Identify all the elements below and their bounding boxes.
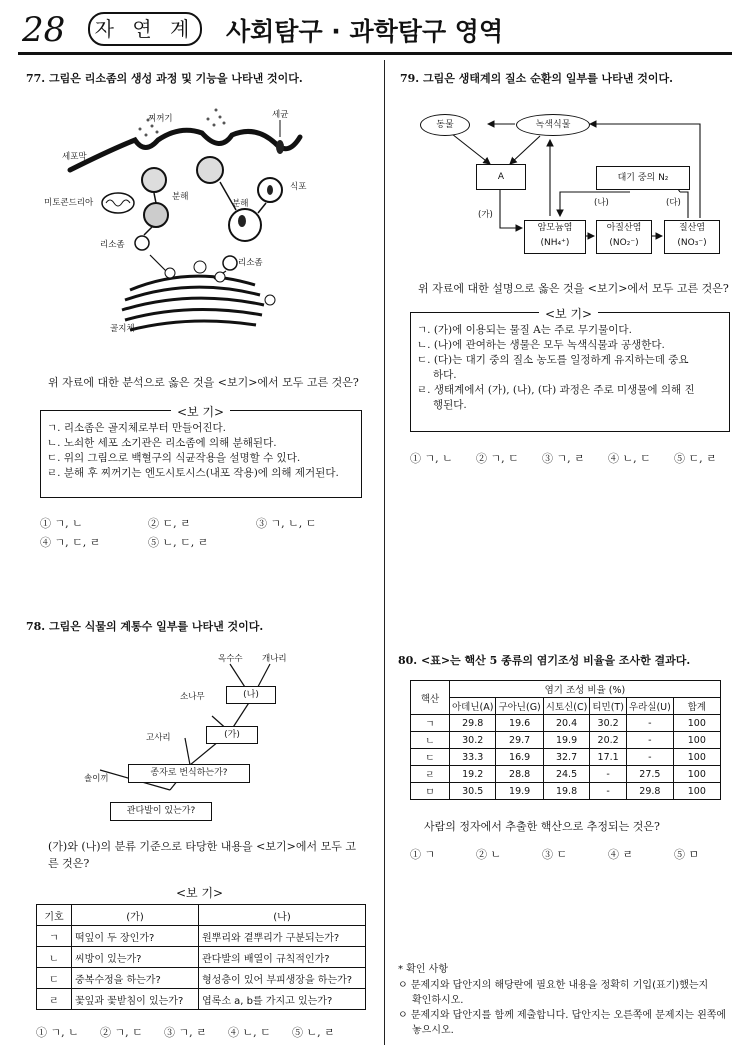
q80-col-head: 합계 [673,698,720,715]
q77-label-bacteria: 세균 [272,110,289,120]
q77-lysosome-figure [30,95,350,340]
q80-group-head: 염기 조성 비율 (%) [450,681,721,698]
q79-choice-5[interactable]: ⑤ ㄷ, ㄹ [674,452,717,465]
q80-col-head: 구아닌(G) [496,698,543,715]
notice-line: ㅇ 문제지와 답안지의 해당란에 필요한 내용을 정확히 기입(표기)했는지 [398,980,709,991]
q79-choice-1[interactable]: ① ㄱ, ㄴ [410,452,453,465]
q80-cell: 27.5 [626,766,673,783]
q78-choice-5[interactable]: ⑤ ㄴ, ㄹ [292,1026,335,1039]
notice-block [398,978,738,1038]
q78-cell: ㄱ [37,926,72,947]
q80-cell: 29.7 [496,732,543,749]
q80-cell: ㄴ [411,732,450,749]
q80-cell: 100 [673,732,720,749]
q80-cell: 19.6 [496,715,543,732]
q80-col-head: 시토신(C) [543,698,590,715]
q80-cell: - [626,732,673,749]
q78-choice-3[interactable]: ③ ㄱ, ㄹ [164,1026,207,1039]
q77-label-golgi: 골지체 [110,324,135,334]
q78-label-moss: 솔이끼 [84,774,109,784]
q80-cell: 17.1 [590,749,627,766]
table-row [411,732,721,749]
q79-nitrite-formula: (NO₂⁻) [609,238,639,248]
q78-cell: 형성층이 있어 부피생장을 하는가? [199,968,366,989]
q77-item: ㄴ. 노쇠한 세포 소기관은 리소좀에 의해 분해된다. [47,437,277,449]
q79-nitrite-name: 아질산염 [606,223,642,233]
table-row [411,715,721,732]
q80-cell: 100 [673,766,720,783]
table-row [411,749,721,766]
q77-label-membrane: 세포막 [62,152,87,162]
q80-cell: 100 [673,749,720,766]
q77-item: ㄱ. 리소좀은 골지체로부터 만들어진다. [47,422,226,434]
q78-cell: 꽃잎과 꽃받침이 있는가? [72,989,199,1010]
q78-node-ga: (가) [206,726,258,744]
q77-label-digest2: 분해 [232,199,249,209]
q79-item: 행된다. [433,399,467,411]
table-row [37,947,366,968]
q79-node-n2: 대기 중의 N₂ [596,166,690,190]
q80-cell: 30.5 [450,783,496,800]
q78-head-ga: (가) [72,905,199,926]
column-divider [384,60,385,1045]
page-number: 28 [22,10,66,50]
q79-item: ㄹ. 생태계에서 (가), (나), (다) 과정은 주로 미생물에 의해 진 [417,384,695,396]
q80-col-head: 우라실(U) [626,698,673,715]
q79-question [400,70,673,86]
q80-cell: - [626,715,673,732]
q79-label-ga: (가) [478,210,493,220]
q80-cell: 29.8 [626,783,673,800]
q80-cell: 24.5 [543,766,590,783]
q80-cell: ㄱ [411,715,450,732]
q78-cell: 원뿌리와 곁뿌리가 구분되는가? [199,926,366,947]
q77-label-phago: 식포 [290,182,307,192]
table-row [37,926,366,947]
q80-cell: 30.2 [450,732,496,749]
q80-cell: 16.9 [496,749,543,766]
q80-cell: - [590,766,627,783]
q78-bogi-table [36,904,366,1010]
q77-item: ㄷ. 위의 그림으로 백혈구의 식균작용을 설명할 수 있다. [47,452,301,464]
q80-choice-2[interactable]: ② ㄴ [476,848,502,861]
q77-number: 77. [26,72,46,85]
q79-label-na: (나) [594,198,609,208]
table-row [411,783,721,800]
notice-line: 놓으시오. [412,1025,454,1036]
q78-number: 78. [26,620,46,633]
q77-question [26,70,303,86]
notice-title: * 확인 사항 [398,964,448,975]
q78-node-seed: 종자로 번식하는가? [128,764,250,783]
q77-stem: 위 자료에 대한 분석으로 옳은 것을 <보기>에서 모두 고른 것은? [48,376,359,389]
q79-item: 하다. [433,369,457,381]
q79-nitrate-formula: (NO₃⁻) [677,238,707,248]
q80-cell: 28.8 [496,766,543,783]
q77-choice-5[interactable]: ⑤ ㄴ, ㄷ, ㄹ [148,536,209,549]
q77-label-digest1: 분해 [172,192,189,202]
q79-choice-4[interactable]: ④ ㄴ, ㄷ [608,452,651,465]
q80-question [398,652,690,668]
q79-node-nitrite [596,220,652,254]
q79-choice-2[interactable]: ② ㄱ, ㄷ [476,452,519,465]
q80-cell: ㄹ [411,766,450,783]
q78-cell: ㄴ [37,947,72,968]
q80-cell: 19.9 [496,783,543,800]
q78-cell: 씨방이 있는가? [72,947,199,968]
q80-cell: 29.8 [450,715,496,732]
q79-item: ㄱ. (가)에 이용되는 물질 A는 주로 무기물이다. [417,324,632,336]
q77-item: ㄹ. 분해 후 찌꺼기는 엔도시토시스(내포 작용)에 의해 제거된다. [47,467,339,479]
table-row [411,766,721,783]
q77-bogi-box [40,405,362,498]
q78-choice-4[interactable]: ④ ㄴ, ㄷ [228,1026,271,1039]
q80-cell: 20.4 [543,715,590,732]
q80-col-head: 티민(T) [590,698,627,715]
q80-cell: ㄷ [411,749,450,766]
q80-choice-5[interactable]: ⑤ ㅁ [674,848,700,861]
q78-choice-2[interactable]: ② ㄱ, ㄷ [100,1026,143,1039]
subject-title: 사회탐구 · 과학탐구 영역 [226,17,504,46]
q80-number: 80. [398,654,418,667]
track-badge: 자 연 계 [88,12,202,46]
q78-phylogenetic-tree [80,640,320,820]
q79-ammonium-name: 암모늄염 [537,223,573,233]
q78-cell: 엽록소 a, b를 가지고 있는가? [199,989,366,1010]
q80-cell: 19.8 [543,783,590,800]
q77-question-text: 그림은 리소좀의 생성 과정 및 기능을 나타낸 것이다. [48,72,303,85]
table-row [37,989,366,1010]
q77-choice-3[interactable]: ③ ㄱ, ㄴ, ㄷ [256,517,317,530]
q77-choice-2[interactable]: ② ㄷ, ㄹ [148,517,191,530]
q79-nitrate-name: 질산염 [678,223,706,233]
q79-bogi-title: <보 기> [539,305,598,322]
q77-choice-4[interactable]: ④ ㄱ, ㄷ, ㄹ [40,536,101,549]
q79-stem: 위 자료에 대한 설명으로 옳은 것을 <보기>에서 모두 고른 것은? [418,282,729,295]
q79-node-animal: 동물 [420,114,470,136]
q79-node-A: A [476,164,526,190]
header-rule [18,52,732,55]
q80-cell: - [590,783,627,800]
notice-line: 확인하시오. [412,995,464,1006]
q78-label-forsythia: 개나리 [262,654,287,664]
q78-cell: ㄷ [37,968,72,989]
q80-cell: 30.2 [590,715,627,732]
q77-label-residue: 찌꺼기 [148,114,173,124]
q79-question-text: 그림은 생태계의 질소 순환의 일부를 나타낸 것이다. [422,72,673,85]
table-row [37,968,366,989]
q80-choice-3[interactable]: ③ ㄷ [542,848,568,861]
q78-question-text: 그림은 식물의 계통수 일부를 나타낸 것이다. [48,620,264,633]
q78-cell: ㄹ [37,989,72,1010]
q79-number: 79. [400,72,420,85]
q77-label-lyso2: 리소좀 [238,258,263,268]
q80-base-table [410,680,721,800]
q77-label-mito: 미토콘드리아 [44,198,94,208]
q78-node-na: (나) [226,686,276,704]
q77-bogi-title: <보 기> [171,403,230,420]
q78-head-na: (나) [199,905,366,926]
q78-question [26,618,263,634]
notice-line: ㅇ 문제지와 답안지를 함께 제출합니다. 답안지는 오른쪽에 문제지는 왼쪽에 [398,1010,727,1021]
q80-cell: 20.2 [590,732,627,749]
q78-head-symbol: 기호 [37,905,72,926]
q79-ammonium-formula: (NH₄⁺) [540,238,570,248]
q80-cell: 32.7 [543,749,590,766]
q80-choice-4[interactable]: ④ ㄹ [608,848,634,861]
q80-cell: ㅁ [411,783,450,800]
q78-cell: 중복수정을 하는가? [72,968,199,989]
q80-question-text: <표>는 핵산 5 종류의 염기조성 비율을 조사한 결과다. [420,654,691,667]
q79-node-plant: 녹색식물 [516,114,590,136]
q79-item: ㄷ. (다)는 대기 중의 질소 농도를 일정하게 유지하는데 중요 [417,354,689,366]
q80-cell: - [626,749,673,766]
q79-bogi-box [410,307,730,432]
q80-cell: 33.3 [450,749,496,766]
q79-node-ammonium [524,220,586,254]
q79-item: ㄴ. (나)에 관여하는 생물은 모두 녹색식물과 공생한다. [417,339,665,351]
q77-label-lyso1: 리소좀 [100,240,125,250]
q80-cell: 100 [673,783,720,800]
q80-cell: 19.2 [450,766,496,783]
q80-corner: 핵산 [411,681,450,715]
q78-label-corn: 옥수수 [218,654,243,664]
q80-col-head: 아데닌(A) [450,698,496,715]
q80-cell: 100 [673,715,720,732]
q77-choice-1[interactable]: ① ㄱ, ㄴ [40,517,83,530]
q78-stem: (가)와 (나)의 분류 기준으로 타당한 내용을 <보기>에서 모두 고른 것은? [48,840,356,870]
q78-choice-1[interactable]: ① ㄱ, ㄴ [36,1026,79,1039]
q78-label-pine: 소나무 [180,692,205,702]
q78-cell: 떡잎이 두 장인가? [72,926,199,947]
q78-label-fern: 고사리 [146,733,171,743]
q80-stem: 사람의 정자에서 추출한 핵산으로 추정되는 것은? [424,820,660,833]
q79-choice-3[interactable]: ③ ㄱ, ㄹ [542,452,585,465]
q79-node-nitrate [664,220,720,254]
q80-choice-1[interactable]: ① ㄱ [410,848,436,861]
q79-label-da: (다) [666,198,681,208]
q80-cell: 19.9 [543,732,590,749]
q78-bogi-title: <보 기> [176,886,224,900]
q78-node-vascular: 관다발이 있는가? [110,802,212,821]
q78-cell: 관다발의 배열이 규칙적인가? [199,947,366,968]
